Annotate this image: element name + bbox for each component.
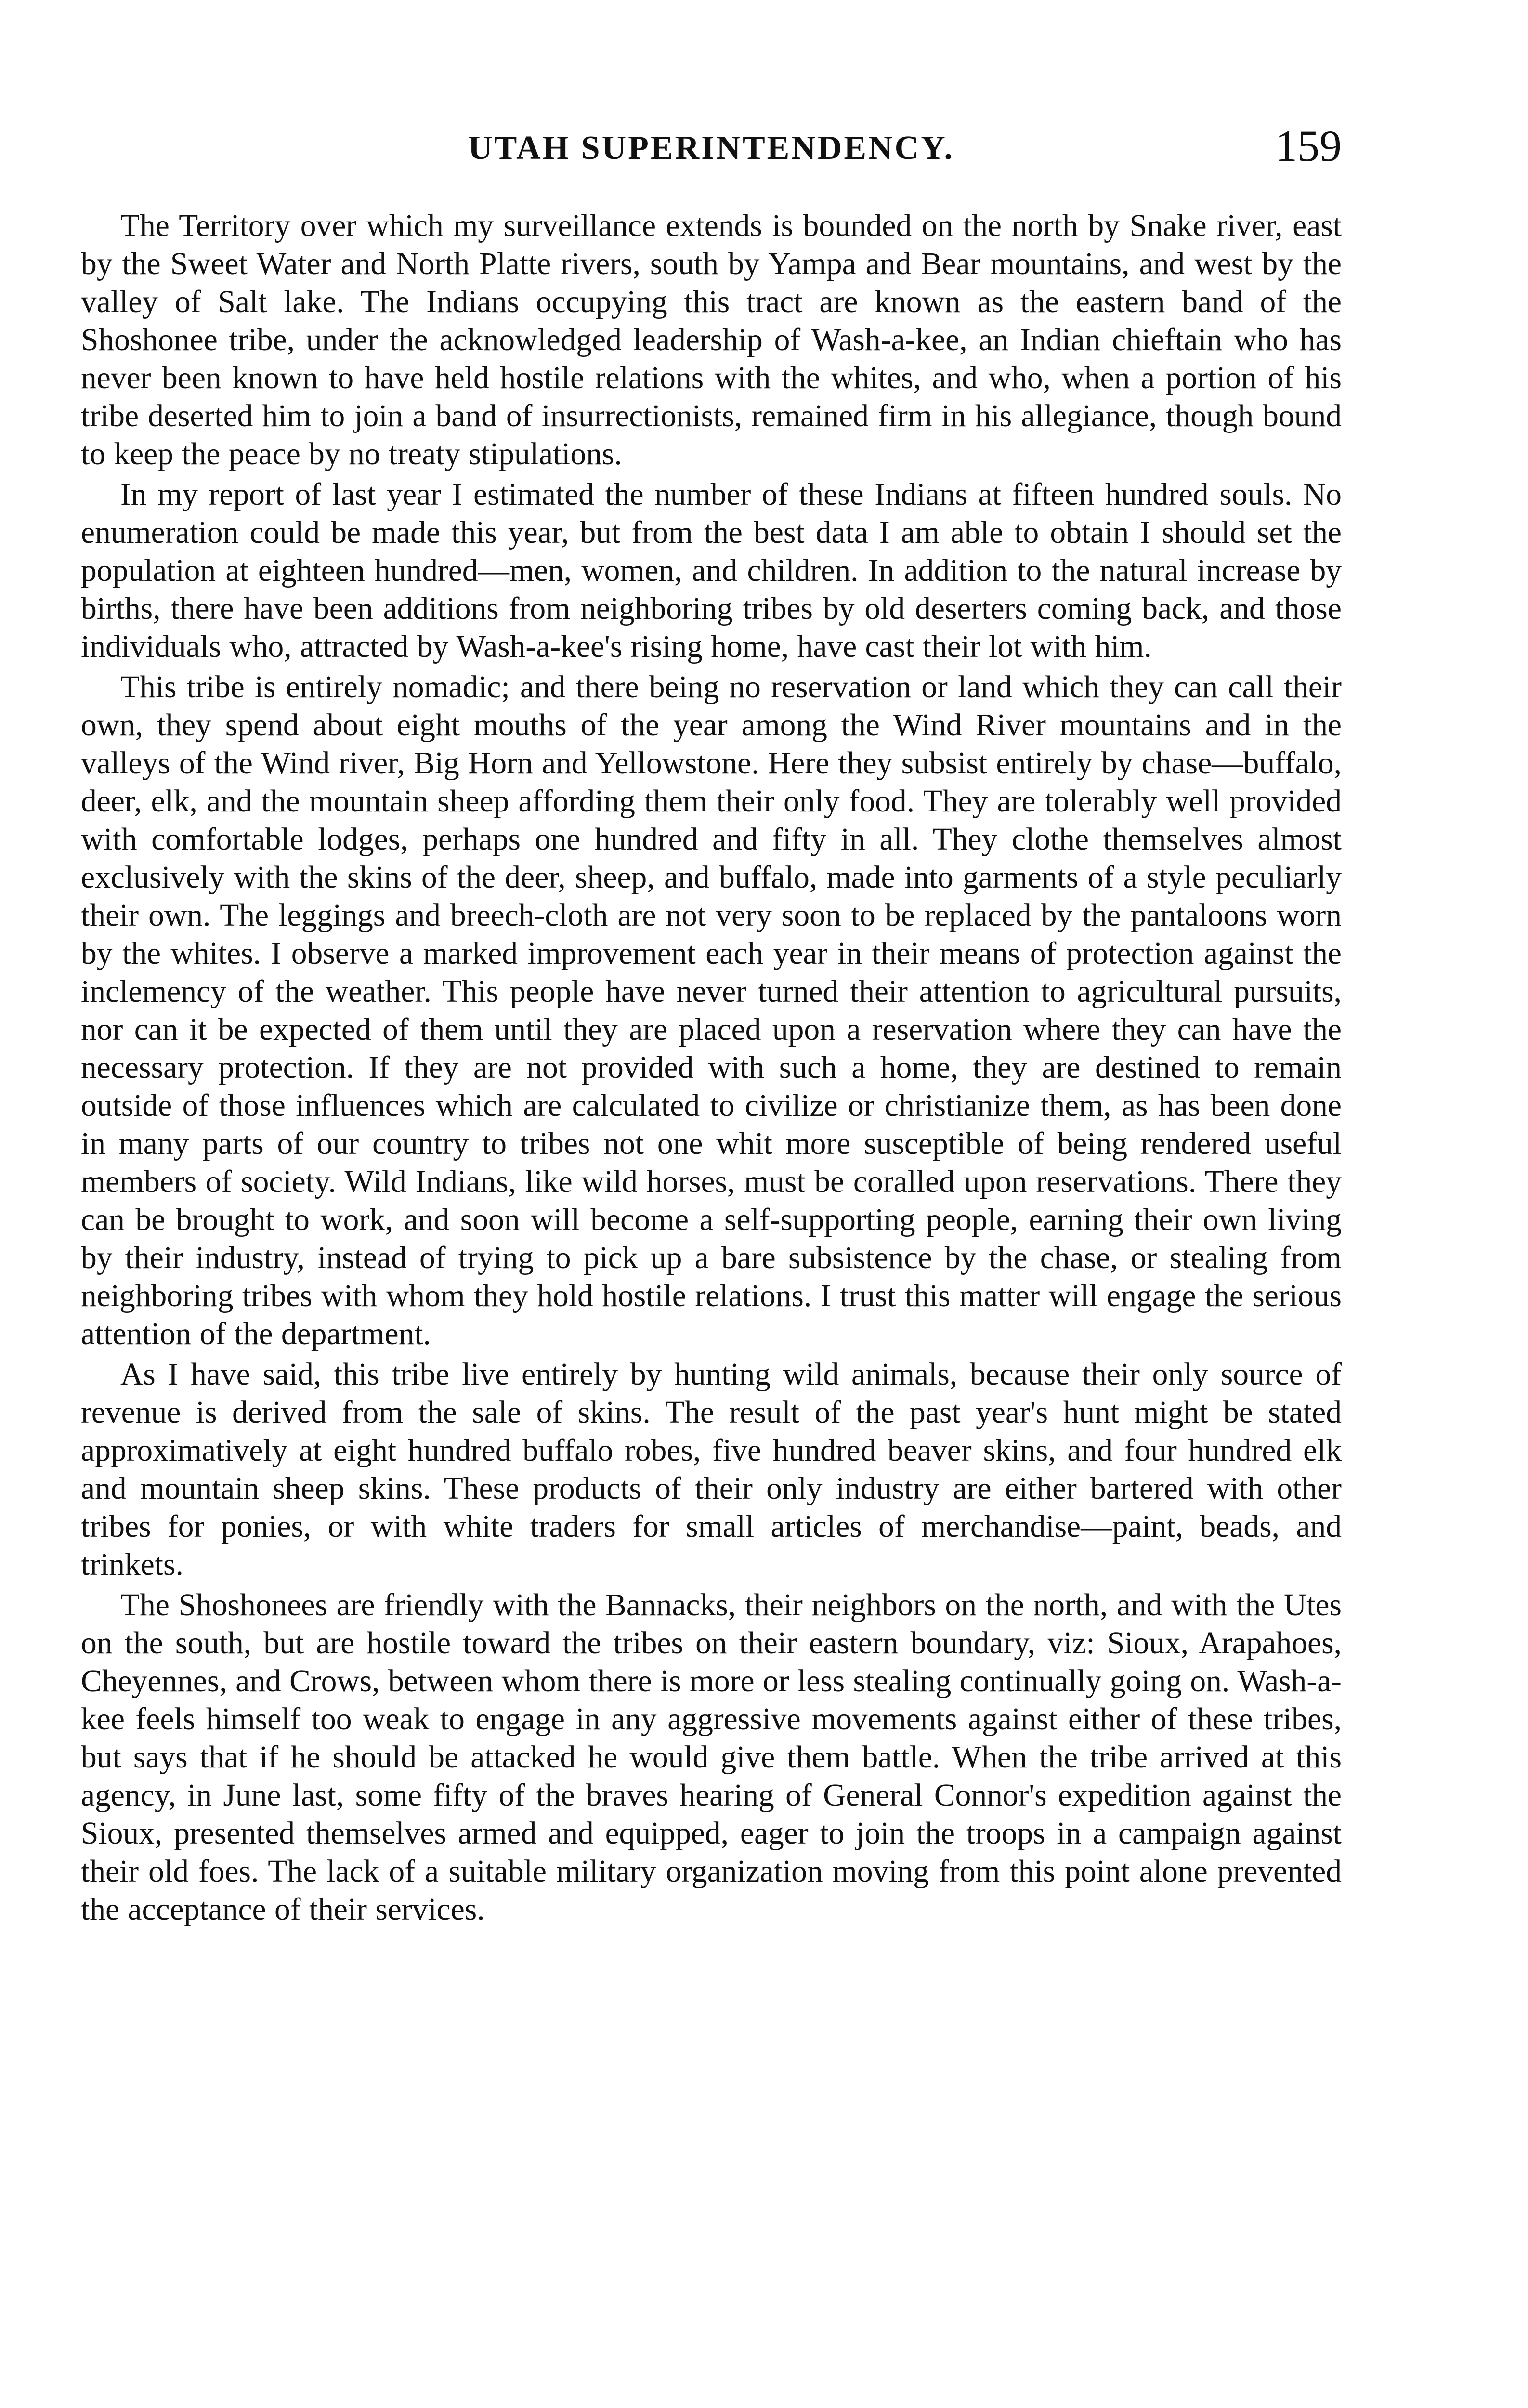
paragraph-relations: The Shoshonees are friendly with the Bannacks, their neighbors on the north, and with the Utes on the south, but are hostile toward the tribes on their eastern boundary, viz: Sioux, Arapahoes, Cheyennes, and Crows, between whom there is more or less stealing continually going on. Wash-a-kee feels himself too weak to engage in any aggressive movements against either of these tribes, but says that if he should be attacked he would give them battle. When the tribe arrived at this agency, in June last, some fifty of the braves hearing of General Connor's expedition against the Sioux, presented themselves armed and equipped, eager to join the troops in a campaign against their old foes. The lack of a suitable military organization moving from this point alone prevented the acceptance of their services. bbox=[81, 1588, 1342, 1927]
running-header bbox=[81, 120, 1342, 173]
paragraph-nomadic: This tribe is entirely nomadic; and there being no reservation or land which they can call their own, they spend about eight mouths of the year among the Wind River mountains and in the valleys of the Wind river, Big Horn and Yellowstone. Here they subsist entirely by chase—buffalo, deer, elk, and the mountain sheep affording them their only food. They are tolerably well provided with comfortable lodges, perhaps one hundred and fifty in all. They clothe themselves almost exclusively with the skins of the deer, sheep, and buffalo, made into garments of a style peculiarly their own. The leggings and breech-cloth are not very soon to be replaced by the pantaloons worn by the whites. I observe a marked improvement each year in their means of protection against the inclemency of the weather. This people have never turned their attention to agricultural pursuits, nor can it be expected of them until they are placed upon a reservation where they can have the necessary protection. If they are not provided with such a home, they are destined to remain outside of those influences which are calculated to civilize or christianize them, as has been done in many parts of our country to tribes not one whit more susceptible of being rendered useful members of society. Wild Indians, like wild horses, must be coralled upon reservations. There they can be brought to work, and soon will become a self-supporting people, earning their own living by their industry, instead of trying to pick up a bare subsistence by the chase, or stealing from neighboring tribes with whom they hold hostile relations. I trust this matter will engage the serious attention of the department. bbox=[81, 670, 1342, 1351]
body-text bbox=[81, 207, 1342, 1931]
page-title: UTAH SUPERINTENDENCY. bbox=[468, 130, 954, 167]
page-number: 159 bbox=[1275, 121, 1342, 170]
paragraph-population: In my report of last year I estimated the number of these Indians at fifteen hundred souls. No enumeration could be made this year, but from the best data I am able to obtain I should set the population at eighteen hundred—men, women, and children. In addition to the natural increase by births, there have been additions from neighboring tribes by old deserters coming back, and those individuals who, attracted by Wash-a-kee's rising home, have cast their lot with him. bbox=[81, 477, 1342, 664]
paragraph-hunting: As I have said, this tribe live entirely by hunting wild animals, because their only source of revenue is derived from the sale of skins. The result of the past year's hunt might be stated approximatively at eight hundred buffalo robes, five hundred beaver skins, and four hundred elk and mountain sheep skins. These products of their only industry are either bartered with other tribes for ponies, or with white traders for small articles of merchandise—paint, beads, and trinkets. bbox=[81, 1357, 1342, 1582]
paragraph-territory: The Territory over which my surveillance extends is bounded on the north by Snake river, east by the Sweet Water and North Platte rivers, south by Yampa and Bear mountains, and west by the valley of Salt lake. The Indians occupying this tract are known as the eastern band of the Shoshonee tribe, under the acknowledged leadership of Wash-a-kee, an Indian chieftain who has never been known to have held hostile relations with the whites, and who, when a portion of his tribe deserted him to join a band of insurrectionists, remained firm in his allegiance, though bound to keep the peace by no treaty stipulations. bbox=[81, 209, 1342, 471]
